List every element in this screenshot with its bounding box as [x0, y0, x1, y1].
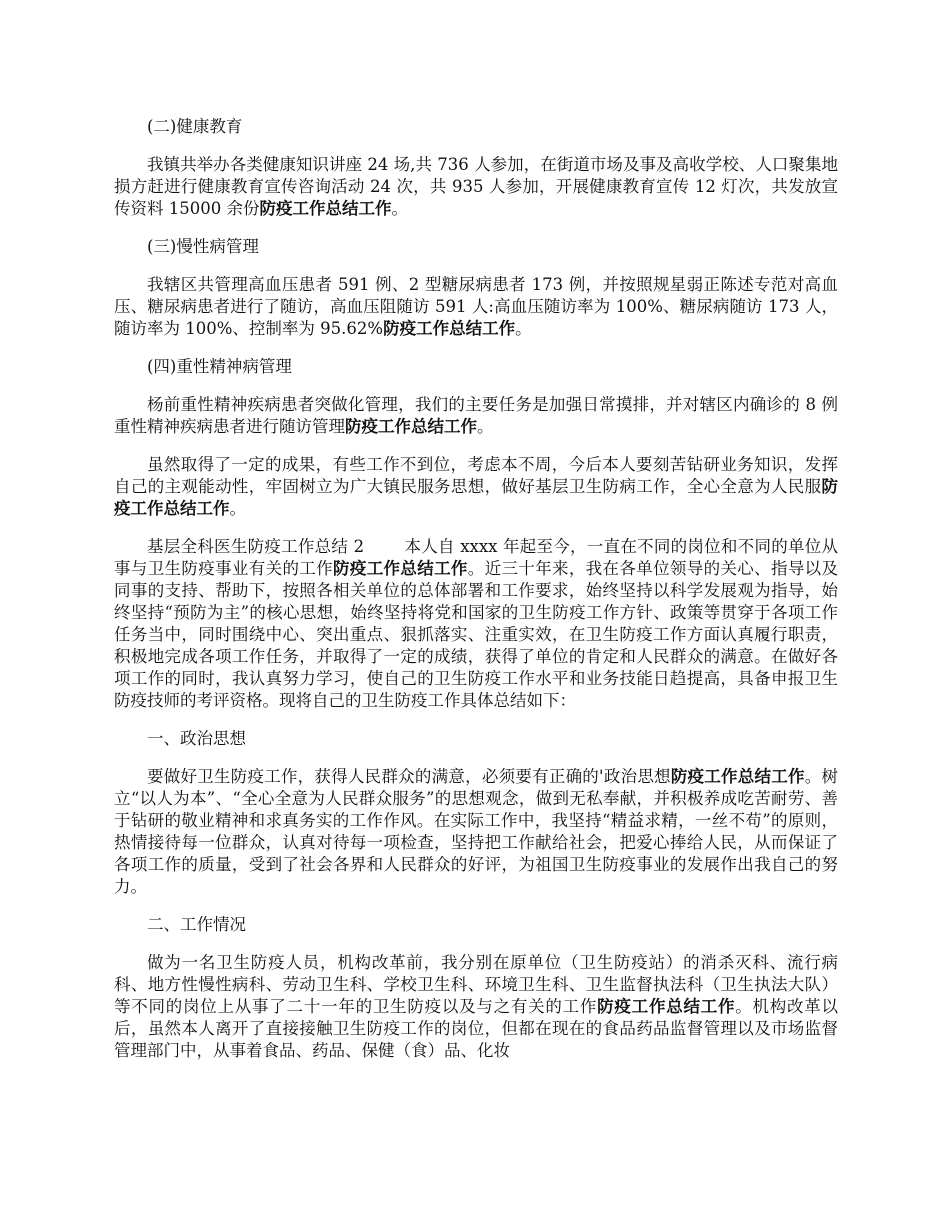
paragraph-text: 要做好卫生防疫工作，获得人民群众的满意，必须要有正确的'政治思想 [147, 767, 671, 786]
heading-text: (四)重性精神病管理 [147, 357, 292, 376]
section-heading-work [114, 914, 838, 936]
period: 。 [391, 199, 408, 218]
paragraph-text: 我辖区共管理高血压患者 591 例、2 型糖尿病患者 173 例，并按照规星弱正陈述专范对高血压、糖尿病患者进行了随访，高血压阻随访 591 人:高血压随访率为 100%、糖尿病随访 173 人，随访率为 100%、控制率为 95.62% [114, 275, 838, 338]
document-subtitle: 基层全科医生防疫工作总结 2 [147, 537, 365, 556]
heading-text: (二)健康教育 [147, 117, 243, 136]
period: 。 [515, 319, 532, 338]
paragraph-text: 。树立“以人为本”、“全心全意为人民群众服务”的思想观念，做到无私奉献，并积极养成吃苦耐劳、善于钻研的敬业精神和求真务实的工作作风。在实际工作中，我坚持“精益求精，一丝不苟”的原则，热情接待每一位群众，认真对待每一项检查，坚持把工作献给社会，把爱心捧给人民，从而保证了各项工作的质量，受到了社会各界和人民群众的好评，为祖国卫生防疫事业的发展作出我自己的努力。 [114, 767, 839, 896]
section-heading-health-education [114, 116, 838, 138]
document-body [114, 116, 838, 1078]
paragraph-work [114, 952, 838, 1062]
paragraph-text: 。近三十年来，我在各单位领导的关心、指导以及同事的支持、帮助下，按照各相关单位的总体部署和工作要求，始终坚持以科学发展观为指导，始终坚持“预防为主”的核心思想，始终坚持将党和国家的卫生防疫工作方针、政策等贯穿于各项工作任务当中，同时围绕中心、突出重点、狠抓落实、注重实效，在卫生防疫工作方面认真履行职责，积极地完成各项工作任务，并取得了一定的成绩，获得了单位的肯定和人民群众的满意。在做好各项工作的同时，我认真努力学习，使自己的卫生防疫工作水平和业务技能日趋提高，具备申报卫生防疫技师的考评资格。现将自己的卫生防疫工作具体总结如下： [114, 559, 839, 710]
paragraph-health-education [114, 154, 838, 220]
period: 。 [477, 417, 494, 436]
heading-text: 一、政治思想 [147, 729, 246, 748]
paragraph-chronic-disease [114, 274, 838, 340]
paragraph-text: 本人自 xxxx 年起至今，一直在不同的岗位和不同的单位从事与卫生防疫事业有关的工作 [114, 537, 838, 578]
paragraph-summary [114, 454, 838, 520]
paragraph-text: 做为一名卫生防疫人员，机构改革前，我分别在原单位（卫生防疫站）的消杀灭科、流行病科、地方性慢性病科、劳动卫生科、学校卫生科、环境卫生科、卫生监督执法科（卫生执法大队）等不同的岗位上从事了二十一年的卫生防疫以及与之有关的工作 [114, 953, 838, 1016]
bold-tag: 防疫工作总结工作 [597, 997, 736, 1016]
paragraph-intro [114, 536, 838, 712]
paragraph-politics [114, 766, 838, 898]
section-heading-chronic-disease [114, 236, 838, 258]
paragraph-text: 。机构改革以后，虽然本人离开了直接接触卫生防疫工作的岗位，但都在现在的食品药品监督管理以及市场监督管理部门中，从事着食品、药品、保健（食）品、化妆 [114, 997, 839, 1060]
paragraph-text: 虽然取得了一定的成果，有些工作不到位，考虑本不周，今后本人要刻苦钻研业务知识，发挥自己的主观能动性，牢固树立为广大镇民服务思想，做好基层卫生防病工作，全心全意为人民服 [114, 455, 838, 496]
bold-tag: 防疫工作总结工作 [670, 767, 805, 786]
bold-tag: 防疫工作总结工作 [383, 319, 516, 338]
paragraph-text: 杨前重性精神疾病患者突做化管理，我们的主要任务是加强日常摸排，并对辖区内确诊的 8 例重性精神疾病患者进行随访管理 [114, 395, 838, 436]
period: 。 [229, 499, 246, 518]
paragraph-mental-illness [114, 394, 838, 438]
heading-text: 二、工作情况 [147, 915, 246, 934]
bold-tag: 防疫工作总结工作 [259, 199, 392, 218]
bold-tag: 防疫工作总结工作 [345, 417, 477, 436]
section-heading-mental-illness [114, 356, 838, 378]
paragraph-text: 我镇共举办各类健康知识讲座 24 场,共 736 人参加，在街道市场及事及高收学校、人口聚集地损方赶进行健康教育宣传咨询活动 24 次，共 935 人参加，开展健康教育宣传 12 灯次，共发放宣传资料 15000 余份 [114, 155, 838, 218]
section-heading-politics [114, 728, 838, 750]
heading-text: (三)慢性病管理 [147, 237, 259, 256]
bold-tag: 防疫工作总结工作 [114, 477, 838, 518]
bold-tag: 防疫工作总结工作 [333, 559, 468, 578]
